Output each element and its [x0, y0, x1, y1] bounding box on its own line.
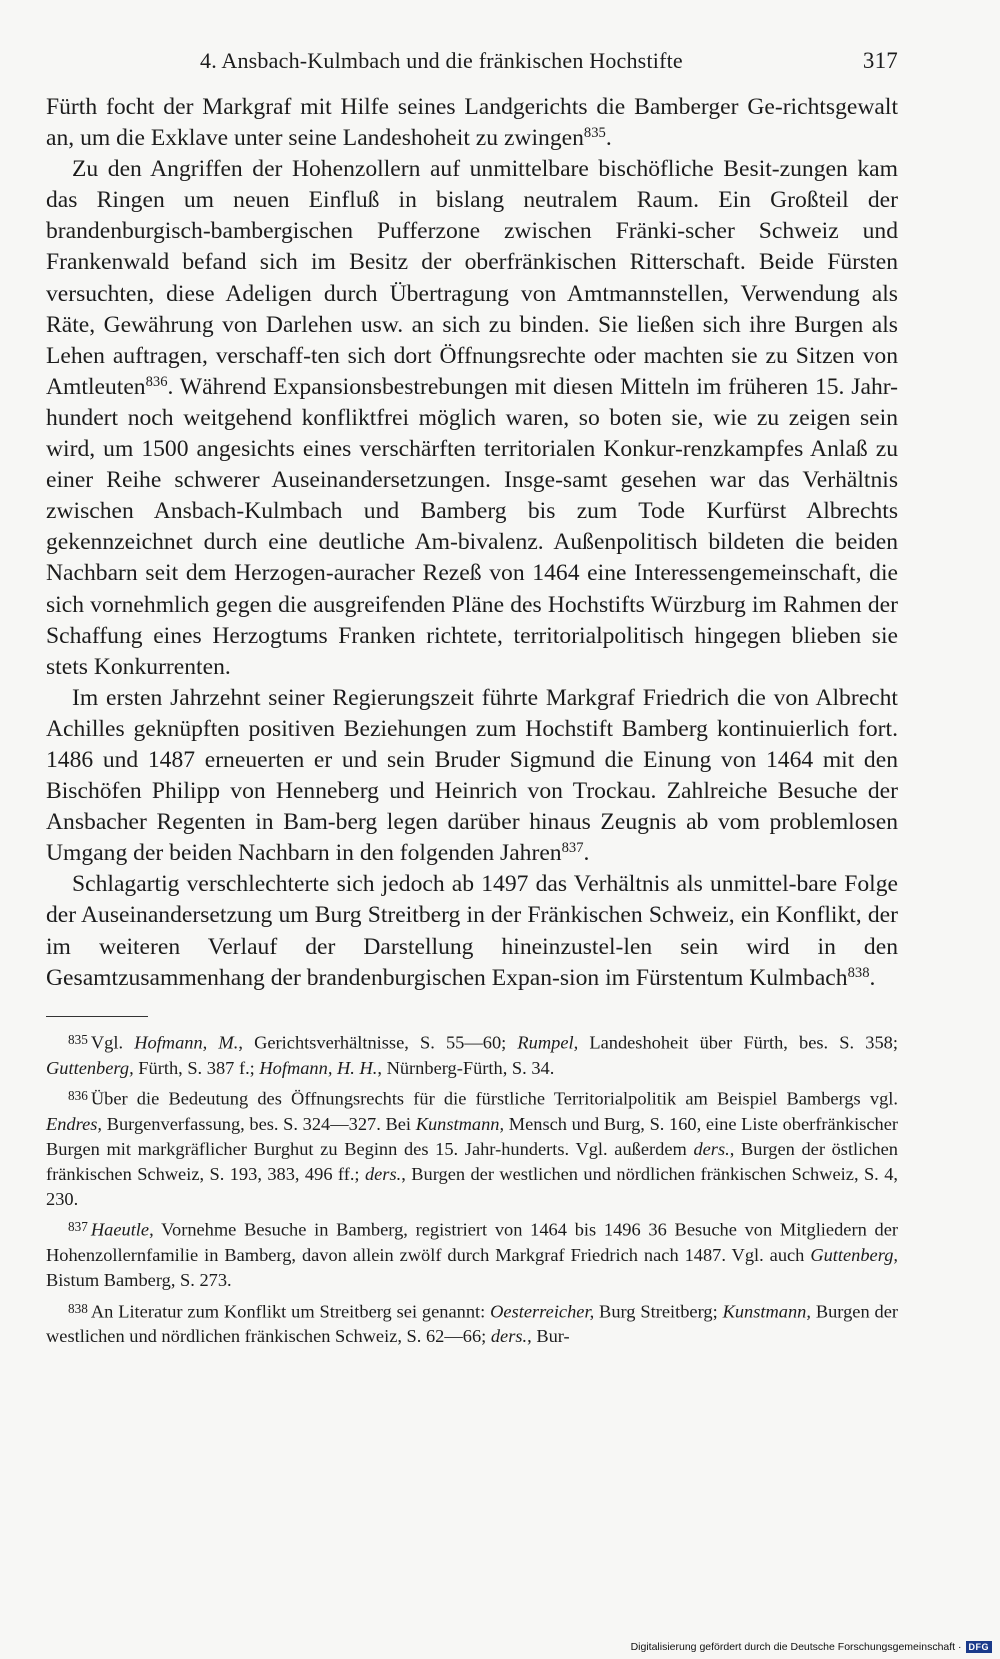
footnote-836: $^{836}$ Über die Bedeutung des Öffnungsrechts für die fürstliche Territorialpolitik am Beispiel Bambergs vgl. Endres, Burgenverfassung, bes. S. 324—327. Bei Kunstmann, Mensch und Burg, S. 160, eine Liste oberfränkischer Burgen mit markgräflicher Burghut zu Beginn des 15. Jahr-hunderts. Vgl. außerdem ders., Burgen der östlichen fränkischen Schweiz, S. 193, 383, 496 ff.; ders., Burgen der westlichen und nördlichen fränkischen Schweiz, S. 4, 230.: [46, 1087, 898, 1210]
credit-text: Digitalisierung gefördert durch die Deutsche Forschungsgemeinschaft ·: [630, 1641, 962, 1653]
running-title: 4. Ansbach-Kulmbach und die fränkischen Hochstifte: [200, 48, 683, 73]
running-head: [46, 48, 898, 82]
body-text: [46, 92, 898, 994]
paragraph: Im ersten Jahrzehnt seiner Regierungszeit führte Markgraf Friedrich die von Albrecht Achilles geknüpften positiven Beziehungen zum Hochstift Bamberg kontinuierlich fort. 1486 und 1487 erneuerten er und sein Bruder Sigmund die Einung von 1464 mit den Bischöfen Philipp von Henneberg und Heinrich von Trockau. Zahlreiche Besuche der Ansbacher Regenten in Bam-berg legen darüber hinaus Zeugnis ab vom problemlosen Umgang der beiden Nachbarn in den folgenden Jahren$^{837}$.: [46, 684, 898, 867]
footnote-ref-838[interactable]: 838: [847, 964, 870, 981]
footnote-ref-837[interactable]: 837: [561, 840, 584, 857]
dfg-logo: DFG: [966, 1641, 993, 1653]
book-page: [46, 48, 898, 1352]
footnote-ref-835[interactable]: 835: [583, 125, 606, 142]
footnote-ref-836[interactable]: 836: [145, 373, 168, 390]
footnote-835: $^{835}$ Vgl. Hofmann, M., Gerichtsverhältnisse, S. 55—60; Rumpel, Landeshoheit über Fürth, bes. S. 358; Guttenberg, Fürth, S. 387 f.; Hofmann, H. H., Nürnberg-Fürth, S. 34.: [46, 1031, 898, 1078]
paragraph: Schlagartig verschlechterte sich jedoch ab 1497 das Verhältnis als unmittel-bare Folge der Auseinandersetzung um Burg Streitberg in der Fränkischen Schweiz, ein Konflikt, der im weiteren Verlauf der Darstellung hineinzustel-len sein wird in den Gesamtzusammenhang der brandenburgischen Expan-sion im Fürstentum Kulmbach$^{838}$.: [46, 871, 898, 991]
paragraph: Fürth focht der Markgraf mit Hilfe seines Landgerichts die Bamberger Ge-richtsgewalt an, um die Exklave unter seine Landeshoheit zu zwingen$^{835}$.: [46, 94, 898, 152]
footnote-837: $^{837}$ Haeutle, Vornehme Besuche in Bamberg, registriert von 1464 bis 1496 36 Besuche von Mitgliedern der Hohenzollernfamilie in Bamberg, davon allein zwölf durch Markgraf Friedrich nach 1487. Vgl. auch Guttenberg, Bistum Bamberg, S. 273.: [46, 1219, 898, 1291]
paragraph: Zu den Angriffen der Hohenzollern auf unmittelbare bischöfliche Besit-zungen kam das Ringen um neuen Einfluß in bislang neutralem Raum. Ein Großteil der brandenburgisch-bambergischen Pufferzone zwischen Fränki-scher Schweiz und Frankenwald befand sich im Besitz der oberfränkischen Ritterschaft. Beide Fürsten versuchten, diese Adeligen durch Übertragung von Amtmannstellen, Verwendung als Räte, Gewährung von Darlehen usw. an sich zu binden. Sie ließen sich ihre Burgen als Lehen auftragen, verschaff-ten sich dort Öffnungsrechte oder machten sie zu Sitzen von Amtleuten$^{836}$. Während Expansionsbestrebungen mit diesen Mitteln im früheren 15. Jahr-hundert noch weitgehend konfliktfrei möglich waren, so boten sie, wie zu zeigen sein wird, um 1500 angesichts eines verschärften territorialen Konkur-renzkampfes Anlaß zu einer Reihe schwerer Auseinandersetzungen. Insge-samt gesehen war das Verhältnis zwischen Ansbach-Kulmbach und Bamberg bis zum Tode Kurfürst Albrechts gekennzeichnet durch eine deutliche Am-bivalenz. Außenpolitisch bildeten die beiden Nachbarn seit dem Herzogen-auracher Rezeß von 1464 eine Interessengemeinschaft, die sich vornehmlich gegen die ausgreifenden Pläne des Hochstifts Würzburg im Rahmen der Schaffung eines Herzogtums Franken richtete, territorialpolitisch hingegen blieben sie stets Konkurrenten.: [46, 156, 898, 680]
page-number: 317: [862, 48, 898, 73]
digitization-credit: [631, 1641, 992, 1653]
footnote-838: $^{838}$ An Literatur zum Konflikt um Streitberg sei genannt: Oesterreicher, Burg Streitberg; Kunstmann, Burgen der westlichen und nördlichen fränkischen Schweiz, S. 62—66; ders., Bur-: [46, 1300, 899, 1347]
footnotes: [46, 1027, 898, 1350]
footnote-divider: [46, 1016, 148, 1017]
